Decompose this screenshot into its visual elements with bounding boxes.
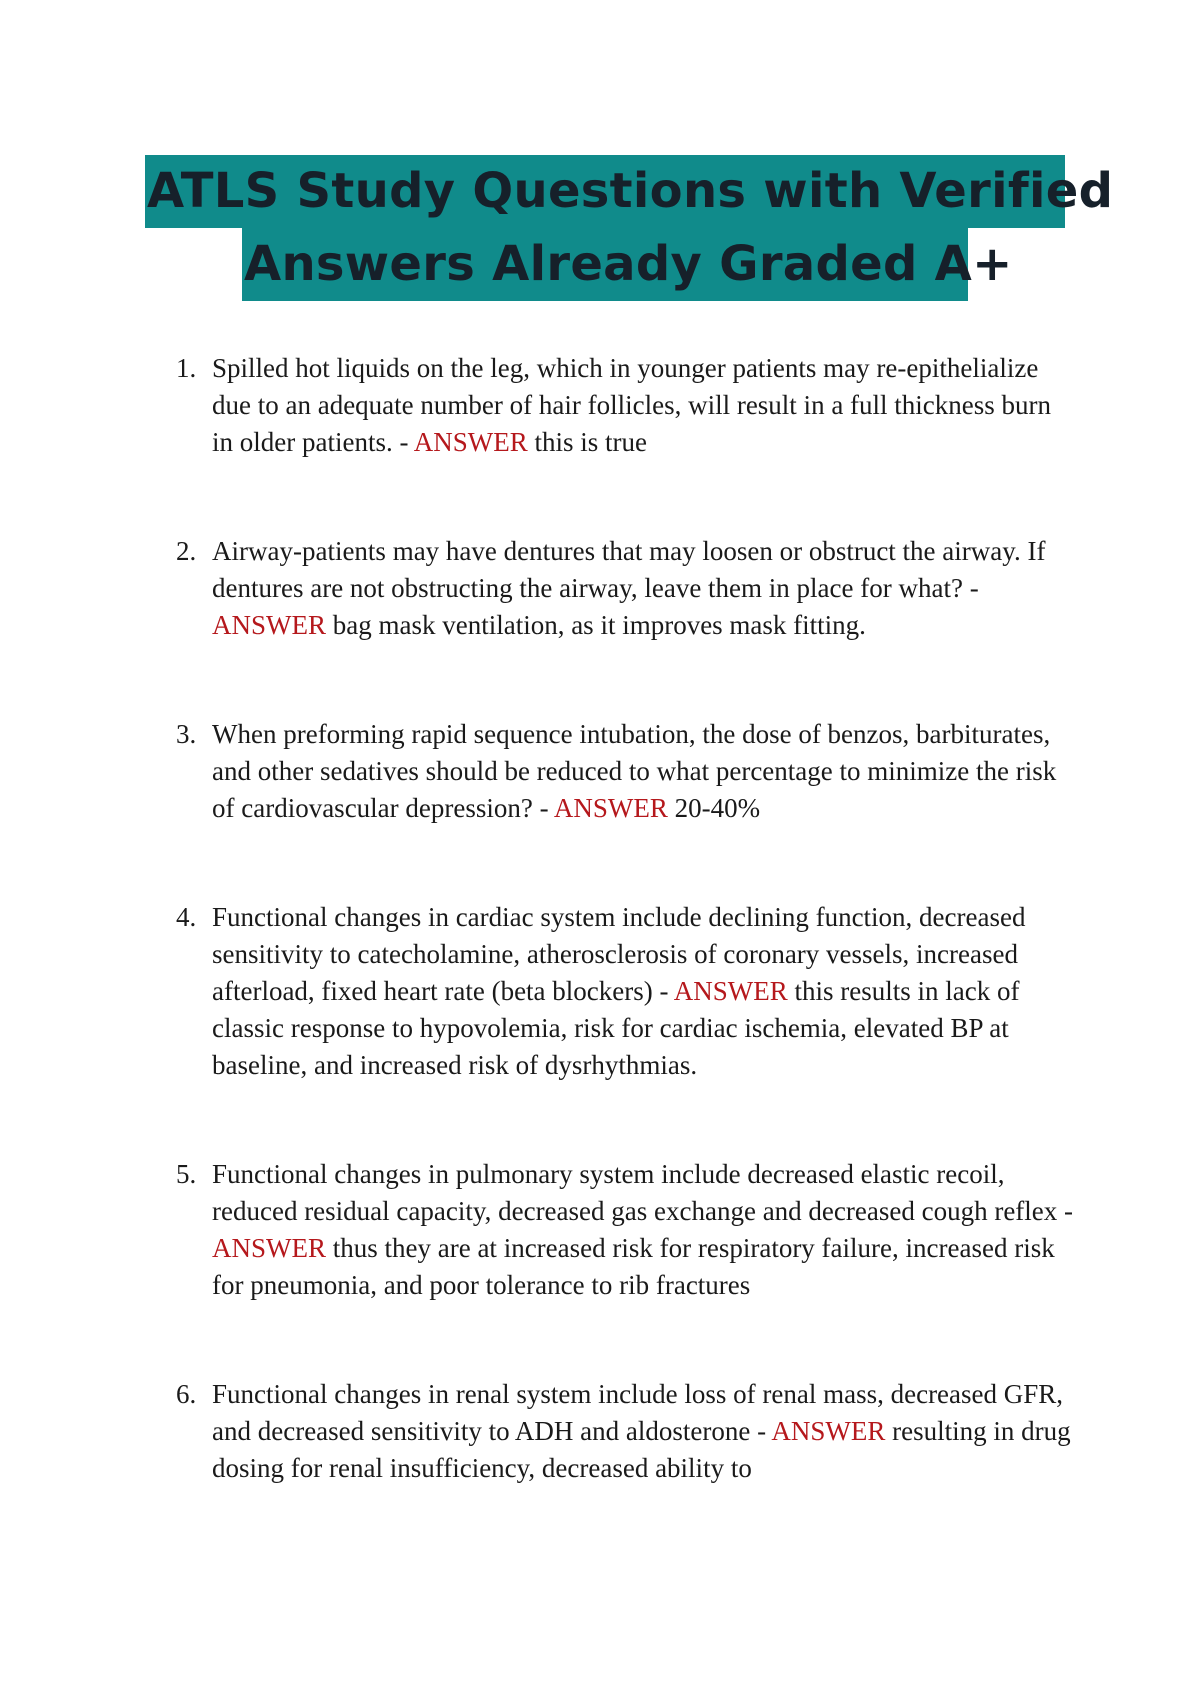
question-number: 6. [176, 1379, 197, 1409]
answer-text: bag mask ventilation, as it improves mask fitting. [332, 610, 866, 640]
answer-label: ANSWER [553, 793, 675, 823]
question-item-2 [176, 533, 1076, 644]
question-item-3 [176, 716, 1076, 827]
question-item-6 [176, 1376, 1076, 1487]
answer-label: ANSWER [673, 976, 795, 1006]
title-line-1: ATLS Study Questions with Verified [145, 155, 1065, 228]
question-item-1 [176, 350, 1076, 461]
question-item-5 [176, 1156, 1076, 1304]
question-item-4 [176, 899, 1076, 1084]
question-text: Functional changes in pulmonary system include decreased elastic recoil, reduced residual capacity, decreased gas exchange and decreased cough reflex - [212, 1159, 1074, 1226]
answer-text: this is true [534, 427, 647, 457]
answer-text: thus they are at increased risk for respiratory failure, increased risk for pneumonia, and poor tolerance to rib fractures [212, 1233, 1055, 1300]
answer-label: ANSWER [771, 1416, 893, 1446]
question-number: 2. [176, 536, 197, 566]
question-text: Functional changes in cardiac system include declining function, decreased sensitivity to catecholamine, atherosclerosis of coronary vessels, increased afterload, fixed heart rate (beta blockers) - [212, 902, 1026, 1006]
question-number: 4. [176, 902, 197, 932]
question-text: Functional changes in renal system include loss of renal mass, decreased GFR, and decreased sensitivity to ADH and aldosterone - [212, 1379, 1064, 1446]
question-text: Airway-patients may have dentures that may loosen or obstruct the airway. If dentures are not obstructing the airway, leave them in place for what? - [212, 536, 1046, 603]
answer-label: ANSWER [212, 1233, 333, 1263]
document-title [0, 155, 1200, 301]
question-number: 5. [176, 1159, 197, 1189]
question-text: Spilled hot liquids on the leg, which in younger patients may re-epithelialize due to an adequate number of hair follicles, will result in a full thickness burn in older patients. - [212, 353, 1052, 457]
answer-text: resulting in drug dosing for renal insufficiency, decreased ability to [212, 1416, 1071, 1483]
answer-text: 20-40% [674, 793, 761, 823]
question-number: 1. [176, 353, 197, 383]
title-line-2: Answers Already Graded A+ [242, 228, 968, 301]
question-number: 3. [176, 719, 197, 749]
answer-text: this results in lack of classic response to hypovolemia, risk for cardiac ischemia, elevated BP at baseline, and increased risk of dysrhythmias. [212, 976, 1020, 1080]
question-list [176, 350, 1076, 1487]
answer-label: ANSWER [212, 610, 333, 640]
question-text: When preforming rapid sequence intubation, the dose of benzos, barbiturates, and other sedatives should be reduced to what percentage to minimize the risk of cardiovascular depression? - [212, 719, 1057, 823]
answer-label: ANSWER [413, 427, 535, 457]
